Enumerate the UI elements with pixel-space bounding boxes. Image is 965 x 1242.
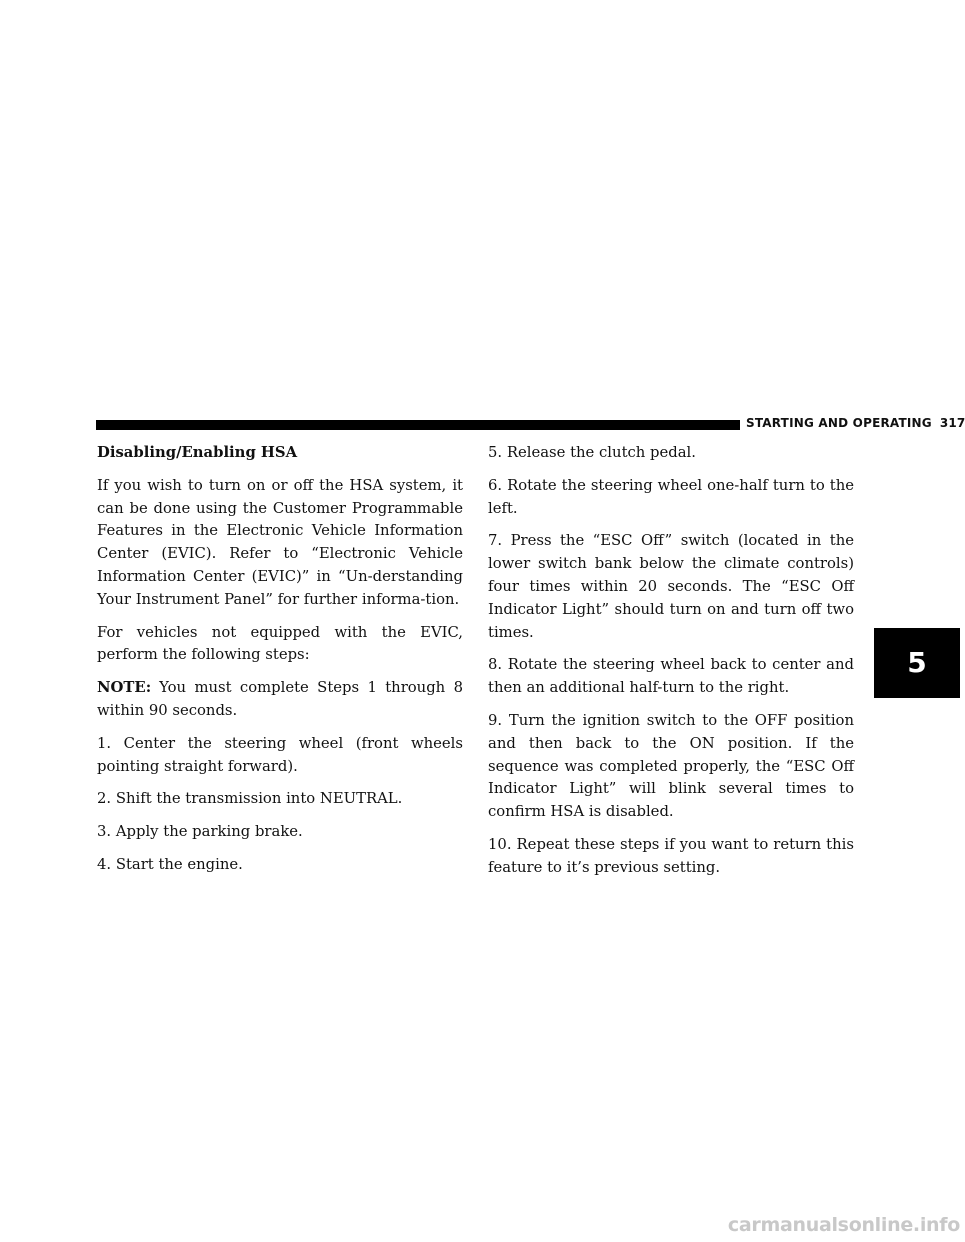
right-column: [488, 442, 854, 880]
step-8: 8. Rotate the steering wheel back to center and then an additional half-turn to the right.: [488, 656, 854, 697]
step-6: 6. Rotate the steering wheel one-half turn to the left.: [488, 476, 854, 517]
step-9: 9. Turn the ignition switch to the OFF position and then back to the ON position. If the sequence was completed properly, the “ESC Off Indicator Light” will blink several times to confirm HSA is disabled.: [488, 711, 854, 821]
intro-paragraph: If you wish to turn on or off the HSA system, it can be done using the Customer Programmable Features in the Electronic Vehicle Information Center (EVIC). Refer to “Electronic Vehicle Information Center (EVIC)” in “Un-derstanding Your Instrument Panel” for further informa-tion.: [97, 476, 463, 608]
watermark: carmanualsonline.info: [727, 1214, 960, 1236]
page-number: 317: [939, 416, 965, 430]
section-heading: Disabling/Enabling HSA: [97, 444, 298, 461]
running-header: [740, 416, 965, 430]
section-title: STARTING AND OPERATING: [746, 416, 932, 430]
note-text: You must complete Steps 1 through 8 within 90 seconds.: [97, 679, 463, 719]
header-rule: [96, 420, 830, 430]
step-10: 10. Repeat these steps if you want to return this feature to it’s previous setting.: [488, 835, 854, 876]
step-2: 2. Shift the transmission into NEUTRAL.: [97, 790, 403, 808]
note-paragraph: [97, 677, 463, 723]
step-5: 5. Release the clutch pedal.: [488, 444, 696, 461]
chapter-tab: 5: [874, 628, 960, 698]
step-7: 7. Press the “ESC Off” switch (located in the lower switch bank below the climate controls) four times within 20 seconds. The “ESC Off Indicator Light” should turn on and turn off two times.: [488, 532, 854, 641]
note-label: NOTE:: [97, 679, 152, 697]
step-1: 1. Center the steering wheel (front wheels pointing straight forward).: [97, 734, 463, 775]
left-column: [97, 442, 463, 877]
evic-paragraph: For vehicles not equipped with the EVIC, perform the following steps:: [97, 623, 463, 664]
step-3: 3. Apply the parking brake.: [97, 823, 303, 841]
step-4: 4. Start the engine.: [97, 855, 243, 873]
